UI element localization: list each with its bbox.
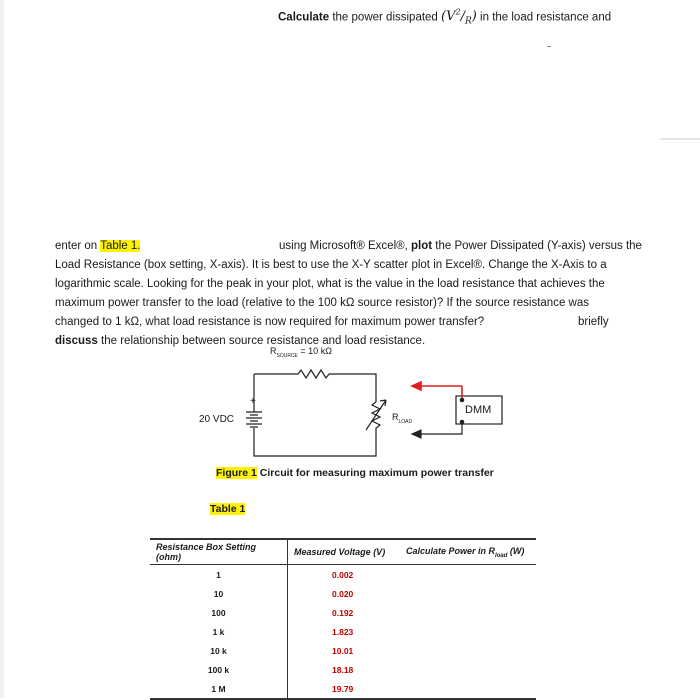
battery-label: 20 VDC (199, 414, 235, 425)
top-wire-left (254, 374, 298, 379)
table-row: 10 k 10.01 (150, 641, 536, 660)
col-header-voltage: Measured Voltage (V) (288, 539, 401, 565)
left-wire (254, 379, 376, 456)
paragraph-line-4: maximum power transfer to the load (relative to the 100 kΩ source resistor)? If the source resistance was (55, 297, 589, 309)
variable-arrow (366, 400, 386, 430)
dmm-terminal-top (460, 398, 465, 403)
table-header-row (150, 539, 536, 565)
header-bold-word: Calculate (278, 11, 330, 24)
top-right-edge (660, 138, 700, 140)
table-1-reference: Table 1. (100, 240, 141, 252)
table-row: 100 k 18.18 (150, 660, 536, 679)
data-table-wrapper (150, 538, 536, 700)
table-label: Table 1 (210, 503, 246, 515)
paragraph-line-1: enter on Table 1. (55, 240, 141, 252)
figure-caption (216, 466, 494, 480)
table-row: 100 0.192 (150, 603, 536, 622)
table-row: 10 0.020 (150, 584, 536, 603)
small-mark (547, 46, 551, 47)
paragraph-line-2: Load Resistance (box setting, X-axis). It is best to use the X-Y scatter plot in Excel®. Change the X-Axis to a (55, 259, 607, 271)
table-row: 1 M 19.79 (150, 679, 536, 699)
paragraph-line-5: changed to 1 kΩ, what load resistance is now required for maximum power transfer? (55, 316, 485, 328)
source-resistor-label: $R_{SOURCE} = 10$ kΩ (270, 346, 332, 359)
paragraph-line-1b: using Microsoft® Excel®, plot the Power Dissipated (Y-axis) versus the (279, 240, 642, 252)
paragraph-line-6: discuss the relationship between source resistance and load resistance. (55, 335, 426, 347)
battery-plus-sign: + (250, 396, 256, 407)
dmm-terminal-bottom (460, 420, 465, 425)
source-resistor (298, 370, 329, 378)
header-line (278, 6, 611, 29)
load-resistor-label: $R_{LOAD}$ (392, 412, 413, 425)
red-probe-arrow (412, 382, 421, 390)
paragraph-line-3: logarithmic scale. Looking for the peak in your plot, what is the value in the load resistance that achieves the (55, 278, 605, 290)
table-row: 1 k 1.823 (150, 622, 536, 641)
load-resistor (372, 402, 380, 434)
top-wire-right (329, 374, 376, 402)
header-text-after: in the load resistance and (480, 11, 612, 24)
left-page-edge (0, 0, 4, 698)
battery-icon (246, 412, 262, 427)
table-row: 1 0.002 (150, 565, 536, 585)
data-table (150, 538, 536, 700)
col-header-resistance: Resistance Box Setting (ohm) (150, 539, 288, 565)
black-probe-arrow (412, 430, 421, 438)
col-header-power: Calculate Power in $R_{load}$ (W) (400, 539, 536, 565)
header-text-before: the power dissipated (332, 11, 438, 24)
figure-number: Figure 1 (216, 467, 257, 479)
power-formula: $(V^2/_R)$ (441, 8, 477, 27)
paragraph-line-5-right: briefly (578, 316, 609, 328)
dmm-label: DMM (465, 404, 492, 416)
figure-caption-text: Circuit for measuring maximum power transfer (259, 467, 494, 479)
